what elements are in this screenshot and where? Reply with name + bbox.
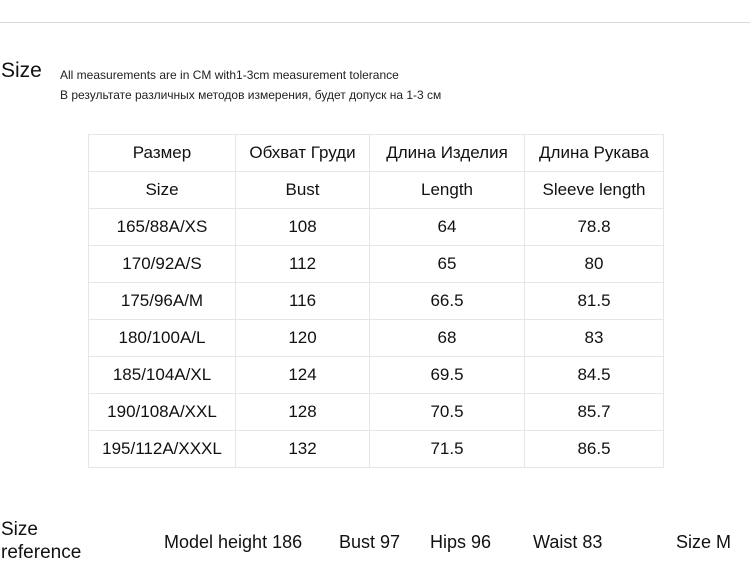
header-cell: Обхват Груди — [236, 135, 370, 172]
top-divider — [0, 22, 750, 23]
tolerance-note-en: All measurements are in CM with1-3cm measurement tolerance — [60, 68, 399, 82]
model-bust: Bust 97 — [339, 532, 401, 552]
table-cell: 84.5 — [525, 357, 664, 394]
table-cell: 124 — [236, 357, 370, 394]
table-cell: 86.5 — [525, 431, 664, 468]
table-cell: 80 — [525, 246, 664, 283]
table-cell: 81.5 — [525, 283, 664, 320]
table-cell: 70.5 — [370, 394, 525, 431]
header-row-ru — [89, 135, 664, 172]
header-row-en — [89, 172, 664, 209]
table-cell: 112 — [236, 246, 370, 283]
table-cell: 83 — [525, 320, 664, 357]
table-row — [89, 357, 664, 394]
table-cell: 132 — [236, 431, 370, 468]
table-row — [89, 283, 664, 320]
table-cell: 71.5 — [370, 431, 525, 468]
size-heading: Size — [1, 59, 42, 82]
table-cell: 85.7 — [525, 394, 664, 431]
table-cell: 128 — [236, 394, 370, 431]
header-cell: Длина Рукава — [525, 135, 664, 172]
table-cell: 180/100A/L — [89, 320, 236, 357]
header-cell: Длина Изделия — [370, 135, 525, 172]
table-cell: 66.5 — [370, 283, 525, 320]
table-cell: 116 — [236, 283, 370, 320]
table-cell: 108 — [236, 209, 370, 246]
table-cell: 65 — [370, 246, 525, 283]
table-cell: 195/112A/XXXL — [89, 431, 236, 468]
model-waist: Waist 83 — [533, 532, 603, 552]
table-cell: 165/88A/XS — [89, 209, 236, 246]
table-cell: 69.5 — [370, 357, 525, 394]
table-row — [89, 431, 664, 468]
table-row — [89, 394, 664, 431]
tolerance-note-ru: В результате различных методов измерения, будет допуск на 1-3 см — [60, 88, 442, 102]
size-reference-label-line2: reference — [1, 542, 82, 563]
header-cell: Bust — [236, 172, 370, 209]
model-size: Size M — [676, 532, 732, 552]
table-cell: 120 — [236, 320, 370, 357]
header-cell: Размер — [89, 135, 236, 172]
size-reference-label — [1, 518, 81, 564]
header-cell: Size — [89, 172, 236, 209]
table-row — [89, 320, 664, 357]
header-cell: Length — [370, 172, 525, 209]
size-chart-table — [88, 134, 664, 468]
table-cell: 78.8 — [525, 209, 664, 246]
table-cell: 68 — [370, 320, 525, 357]
table-row — [89, 209, 664, 246]
header-cell: Sleeve length — [525, 172, 664, 209]
table-cell: 190/108A/XXL — [89, 394, 236, 431]
size-reference-label-line1: Size — [1, 519, 38, 540]
table-cell: 170/92A/S — [89, 246, 236, 283]
table-cell: 175/96A/M — [89, 283, 236, 320]
table-row — [89, 246, 664, 283]
table-cell: 64 — [370, 209, 525, 246]
model-hips: Hips 96 — [430, 532, 492, 552]
model-height: Model height 186 — [164, 532, 303, 552]
table-cell: 185/104A/XL — [89, 357, 236, 394]
